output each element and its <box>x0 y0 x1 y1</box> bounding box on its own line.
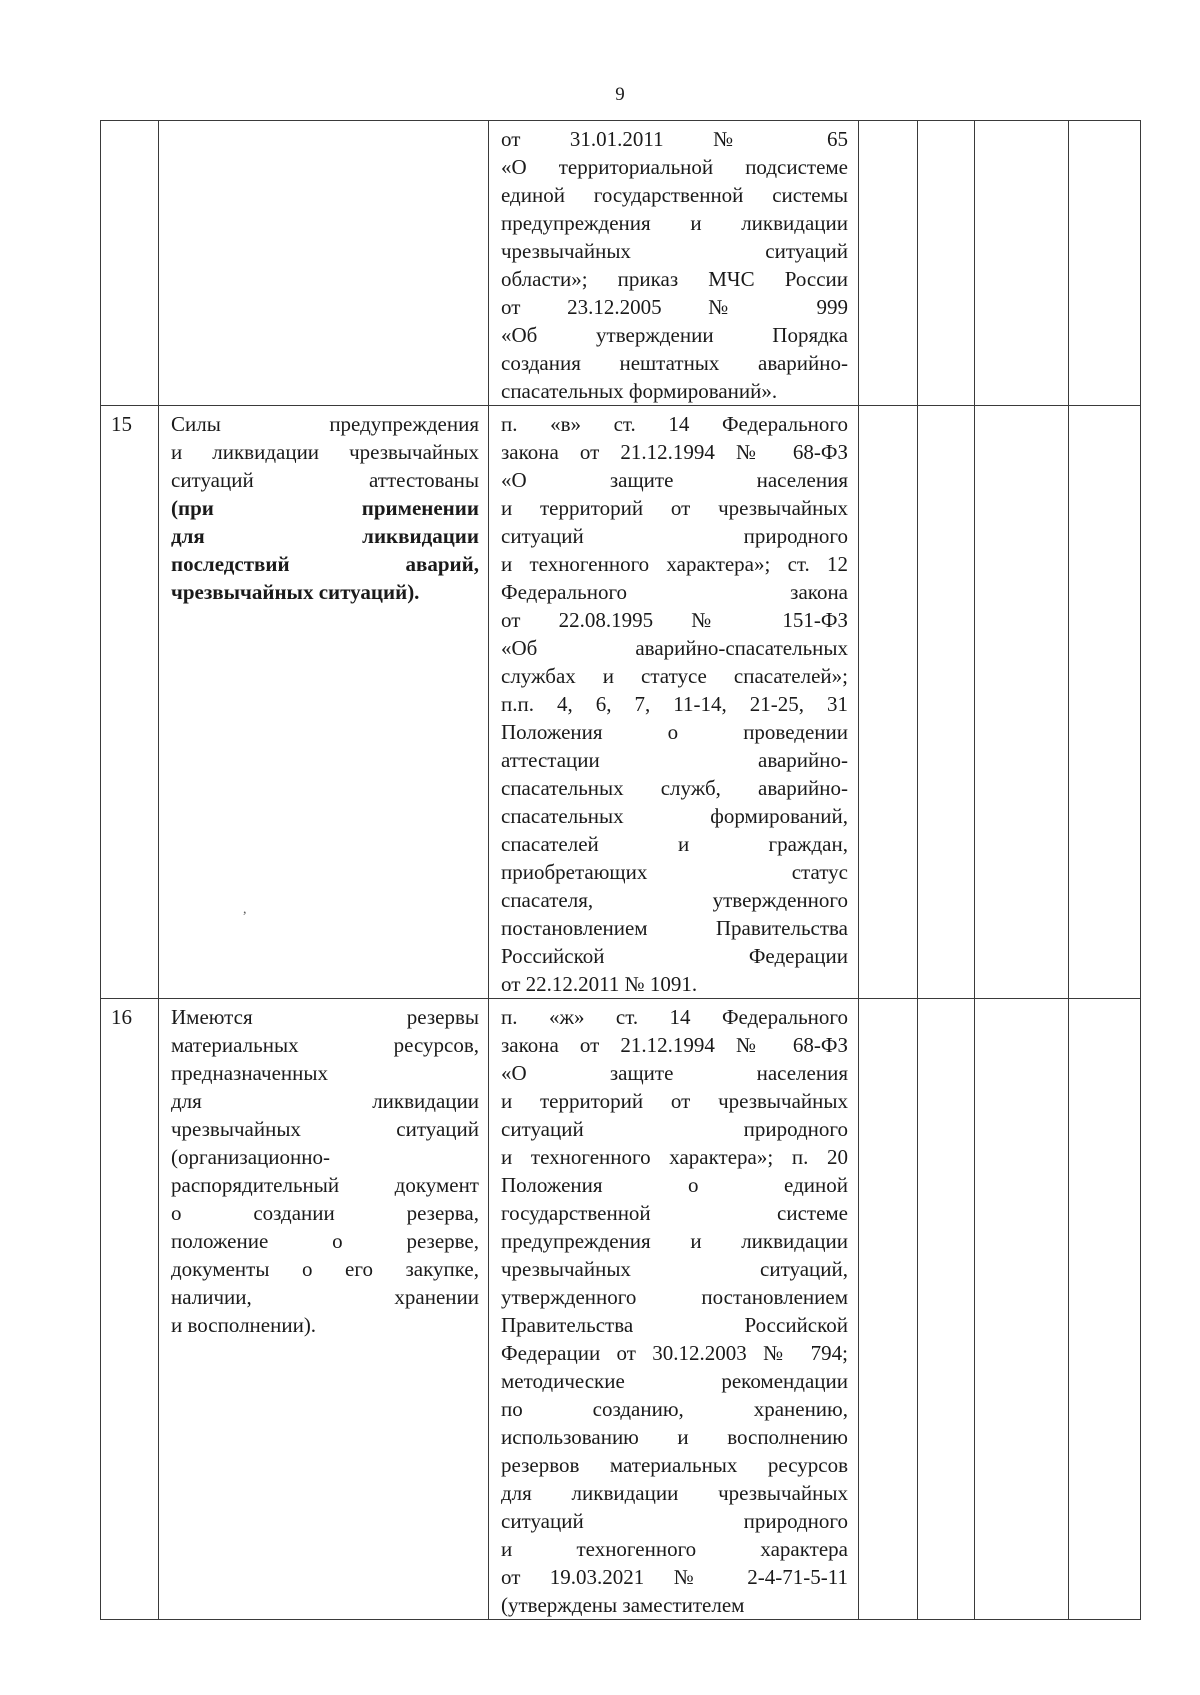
legal-basis-line: «Об утверждении Порядка <box>501 323 848 347</box>
legal-basis-line: аттестации аварийно- <box>501 748 848 772</box>
requirement-line: для ликвидации <box>171 1089 479 1113</box>
answer-na-cell <box>975 406 1069 999</box>
legal-basis-line: «О защите населения <box>501 468 848 492</box>
legal-basis-line: (утверждены заместителем <box>501 1593 745 1617</box>
legal-basis-line: п. «ж» ст. 14 Федерального <box>501 1005 848 1029</box>
legal-basis-line: методические рекомендации <box>501 1369 848 1393</box>
legal-basis-line: ситуаций природного <box>501 1509 848 1533</box>
checklist-body <box>101 121 1141 1620</box>
legal-basis-line: от 22.12.2011 № 1091. <box>501 972 698 996</box>
legal-basis-line: закона от 21.12.1994 № 68-ФЗ <box>501 1033 848 1057</box>
legal-basis-line: единой государственной системы <box>501 183 848 207</box>
answer-no-cell <box>918 406 975 999</box>
requirement-line: материальных ресурсов, <box>171 1033 479 1057</box>
requirement-line: для ликвидации <box>171 524 479 548</box>
legal-basis-line: по созданию, хранению, <box>501 1397 848 1421</box>
legal-basis-line: предупреждения и ликвидации <box>501 1229 848 1253</box>
legal-basis-line: спасательных формирований, <box>501 804 848 828</box>
legal-basis-line: чрезвычайных ситуаций, <box>501 1257 848 1281</box>
answer-yes-cell <box>859 999 918 1620</box>
legal-basis-line: ситуаций природного <box>501 524 848 548</box>
legal-basis-line: Федерации от 30.12.2003 № 794; <box>501 1341 848 1365</box>
legal-basis-line: спасательных формирований». <box>501 379 778 403</box>
legal-basis-line: государственной системе <box>501 1201 848 1225</box>
legal-basis-line: от 23.12.2005 № 999 <box>501 295 848 319</box>
requirement-line: о создании резерва, <box>171 1201 479 1225</box>
requirement-line: и ликвидации чрезвычайных <box>171 440 479 464</box>
requirement-line: чрезвычайных ситуаций). <box>171 580 420 604</box>
requirement-cell <box>159 999 489 1620</box>
legal-basis-line: Российской Федерации <box>501 944 848 968</box>
legal-basis-line: чрезвычайных ситуаций <box>501 239 848 263</box>
legal-basis-line: от 22.08.1995 № 151-ФЗ <box>501 608 848 632</box>
legal-basis-line: «О территориальной подсистеме <box>501 155 848 179</box>
legal-basis-line: и техногенного характера»; ст. 12 <box>501 552 848 576</box>
answer-no-cell <box>918 121 975 406</box>
requirement-cell <box>159 406 489 999</box>
requirement-line: наличии, хранении <box>171 1285 479 1309</box>
checklist-table <box>100 120 1141 1620</box>
requirement-cell <box>159 121 489 406</box>
requirement-line: документы о его закупке, <box>171 1257 479 1281</box>
requirement-line: распорядительный документ <box>171 1173 479 1197</box>
legal-basis-line: для ликвидации чрезвычайных <box>501 1481 848 1505</box>
note-cell <box>1069 121 1141 406</box>
requirement-line: предназначенных <box>171 1061 329 1085</box>
answer-na-cell <box>975 999 1069 1620</box>
legal-basis-line: утвержденного постановлением <box>501 1285 848 1309</box>
legal-basis-line: спасательных служб, аварийно- <box>501 776 848 800</box>
scan-mark: , <box>243 902 247 917</box>
answer-yes-cell <box>859 406 918 999</box>
answer-no-cell <box>918 999 975 1620</box>
legal-basis-line: Положения о проведении <box>501 720 848 744</box>
legal-basis-line: ситуаций природного <box>501 1117 848 1141</box>
requirement-line: чрезвычайных ситуаций <box>171 1117 479 1141</box>
note-cell <box>1069 999 1141 1620</box>
legal-basis-line: от 19.03.2021 № 2-4-71-5-11 <box>501 1565 848 1589</box>
answer-na-cell <box>975 121 1069 406</box>
note-cell <box>1069 406 1141 999</box>
answer-yes-cell <box>859 121 918 406</box>
legal-basis-line: использованию и восполнению <box>501 1425 848 1449</box>
legal-basis-line: службах и статусе спасателей»; <box>501 664 848 688</box>
requirement-line: (при применении <box>171 496 479 520</box>
legal-basis-line: от 31.01.2011 № 65 <box>501 127 848 151</box>
legal-basis-line: «Об аварийно-спасательных <box>501 636 848 660</box>
table-row <box>101 999 1141 1620</box>
table-row <box>101 121 1141 406</box>
page-number: 9 <box>615 84 625 105</box>
requirement-line: Имеются резервы <box>171 1005 479 1029</box>
requirement-line: Силы предупреждения <box>171 412 479 436</box>
legal-basis-line: резервов материальных ресурсов <box>501 1453 848 1477</box>
requirement-line: последствий аварий, <box>171 552 479 576</box>
legal-basis-line: предупреждения и ликвидации <box>501 211 848 235</box>
legal-basis-line: приобретающих статус <box>501 860 848 884</box>
legal-basis-line: и территорий от чрезвычайных <box>501 1089 848 1113</box>
legal-basis-line: Правительства Российской <box>501 1313 848 1337</box>
requirement-line: ситуаций аттестованы <box>171 468 479 492</box>
row-number <box>101 121 159 406</box>
requirement-line: и восполнении). <box>171 1313 317 1337</box>
legal-basis-line: закона от 21.12.1994 № 68-ФЗ <box>501 440 848 464</box>
legal-basis-cell <box>489 121 859 406</box>
legal-basis-line: п. «в» ст. 14 Федерального <box>501 412 848 436</box>
legal-basis-line: спасателей и граждан, <box>501 832 848 856</box>
legal-basis-line: и техногенного характера»; п. 20 <box>501 1145 848 1169</box>
legal-basis-line: «О защите населения <box>501 1061 848 1085</box>
row-number: 15 <box>101 406 159 999</box>
legal-basis-line: п.п. 4, 6, 7, 11-14, 21-25, 31 <box>501 692 848 716</box>
legal-basis-line: Положения о единой <box>501 1173 848 1197</box>
legal-basis-line: Федерального закона <box>501 580 848 604</box>
requirement-line: положение о резерве, <box>171 1229 479 1253</box>
legal-basis-line: спасателя, утвержденного <box>501 888 848 912</box>
table-row <box>101 406 1141 999</box>
legal-basis-line: создания нештатных аварийно- <box>501 351 848 375</box>
requirement-line: (организационно- <box>171 1145 330 1169</box>
row-number: 16 <box>101 999 159 1620</box>
legal-basis-line: и территорий от чрезвычайных <box>501 496 848 520</box>
legal-basis-line: области»; приказ МЧС России <box>501 267 848 291</box>
legal-basis-line: и техногенного характера <box>501 1537 848 1561</box>
legal-basis-cell <box>489 999 859 1620</box>
legal-basis-cell <box>489 406 859 999</box>
legal-basis-line: постановлением Правительства <box>501 916 848 940</box>
